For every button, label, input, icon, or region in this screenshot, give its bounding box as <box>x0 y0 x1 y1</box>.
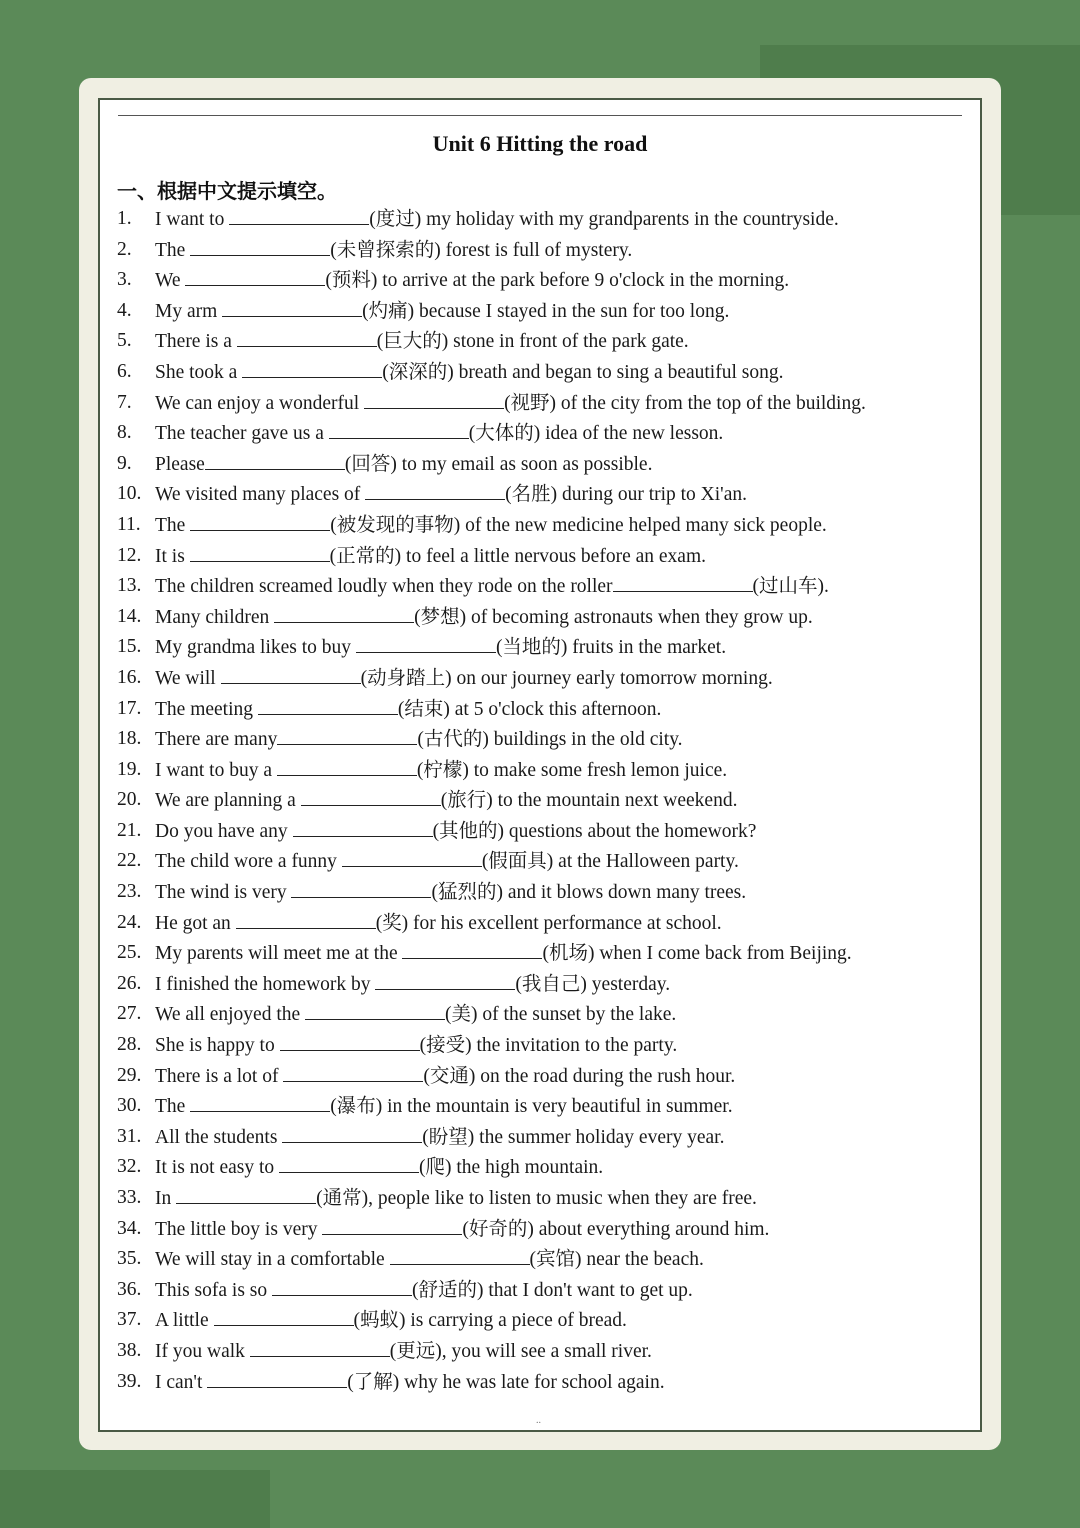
question-item <box>117 1336 957 1367</box>
answer-blank[interactable] <box>258 694 398 715</box>
question-text <box>155 1122 724 1153</box>
question-item <box>117 1305 957 1336</box>
question-suffix: (通常), people like to listen to music when they are free. <box>316 1188 757 1209</box>
question-item <box>117 1244 957 1275</box>
answer-blank[interactable] <box>176 1183 316 1204</box>
question-suffix: (假面具) at the Halloween party. <box>481 851 739 873</box>
question-prefix: Many children <box>155 606 275 628</box>
question-item <box>117 235 957 266</box>
answer-blank[interactable] <box>364 388 504 409</box>
question-prefix: All the students <box>155 1126 283 1148</box>
question-prefix: My parents will meet me at the <box>155 943 403 965</box>
answer-blank[interactable] <box>236 908 376 929</box>
question-number: 7. <box>117 391 132 413</box>
question-text <box>155 1152 603 1183</box>
worksheet <box>98 98 982 1432</box>
question-number: 35. <box>117 1248 142 1270</box>
question-text <box>155 296 729 327</box>
question-number: 34. <box>117 1217 142 1239</box>
question-text <box>155 755 727 786</box>
question-item <box>117 969 957 1000</box>
answer-blank[interactable] <box>190 510 330 531</box>
question-item <box>117 846 957 877</box>
question-suffix: (预料) to arrive at the park before 9 o'clock in the morning. <box>325 270 790 292</box>
question-number: 19. <box>117 758 142 780</box>
question-number: 28. <box>117 1034 142 1056</box>
question-item <box>117 265 957 296</box>
question-prefix: The children screamed loudly when they rode on the roller <box>155 576 613 598</box>
question-number: 29. <box>117 1064 142 1086</box>
question-item <box>117 602 957 633</box>
question-number: 38. <box>117 1339 142 1361</box>
question-text <box>155 1336 652 1367</box>
answer-blank[interactable] <box>214 1305 354 1326</box>
question-prefix: We visited many places of <box>155 484 366 506</box>
question-suffix: (柠檬) to make some fresh lemon juice. <box>416 759 728 781</box>
question-prefix: We are planning a <box>155 790 301 812</box>
question-suffix: (机场) when I come back from Beijing. <box>542 943 852 965</box>
question-suffix: (舒适的) that I don't want to get up. <box>412 1279 693 1301</box>
question-number: 30. <box>117 1095 142 1117</box>
question-suffix: (古代的) buildings in the old city. <box>417 729 683 751</box>
question-number: 18. <box>117 728 142 750</box>
question-text <box>155 479 747 510</box>
question-text <box>155 1061 735 1092</box>
answer-blank[interactable] <box>279 1152 419 1173</box>
question-number: 36. <box>117 1278 142 1300</box>
question-text <box>155 1183 757 1214</box>
question-item <box>117 449 957 480</box>
question-suffix: (接受) the invitation to the party. <box>419 1035 678 1057</box>
question-item <box>117 816 957 847</box>
question-prefix: It is <box>155 545 190 567</box>
question-text <box>155 541 706 572</box>
question-item <box>117 663 957 694</box>
question-item <box>117 877 957 908</box>
question-prefix: A little <box>155 1310 214 1332</box>
question-prefix: This sofa is so <box>155 1279 272 1301</box>
background-block <box>0 1470 270 1528</box>
question-prefix: The <box>155 1096 191 1118</box>
question-item <box>117 724 957 755</box>
question-number: 13. <box>117 575 142 597</box>
answer-blank[interactable] <box>222 296 362 317</box>
question-suffix: (动身踏上) on our journey early tomorrow morning. <box>360 667 773 689</box>
question-number: 22. <box>117 850 142 872</box>
question-number: 17. <box>117 697 142 719</box>
question-text <box>155 694 661 725</box>
question-prefix: In <box>155 1188 177 1209</box>
question-item <box>117 1183 957 1214</box>
question-number: 31. <box>117 1125 142 1147</box>
question-prefix: We will <box>155 667 221 689</box>
question-prefix: The meeting <box>155 698 258 720</box>
question-text <box>155 1244 704 1275</box>
question-number: 23. <box>117 881 142 903</box>
question-item <box>117 296 957 327</box>
question-text <box>155 1214 769 1245</box>
question-text <box>155 357 783 388</box>
question-suffix: (结束) at 5 o'clock this afternoon. <box>397 698 662 720</box>
answer-blank[interactable] <box>250 1336 390 1357</box>
question-text <box>155 938 852 969</box>
question-suffix: (美) of the sunset by the lake. <box>445 1004 677 1026</box>
question-prefix: We <box>155 270 186 292</box>
answer-blank[interactable] <box>185 265 325 286</box>
question-text <box>155 877 746 908</box>
question-suffix: (梦想) of becoming astronauts when they grow up. <box>414 606 813 628</box>
answer-blank[interactable] <box>229 204 369 225</box>
question-prefix: We can enjoy a wonderful <box>155 392 365 414</box>
question-suffix: (未曾探索的) forest is full of mystery. <box>330 239 633 261</box>
question-text <box>155 724 683 755</box>
question-text <box>155 388 866 419</box>
question-number: 37. <box>117 1309 142 1331</box>
question-suffix: (名胜) during our trip to Xi'an. <box>505 484 747 506</box>
question-suffix: (瀑布) in the mountain is very beautiful in summer. <box>330 1096 733 1118</box>
question-suffix: (正常的) to feel a little nervous before an exam. <box>329 545 706 567</box>
answer-blank[interactable] <box>272 1275 412 1296</box>
answer-blank[interactable] <box>277 724 417 745</box>
question-text <box>155 785 737 816</box>
question-suffix: (奖) for his excellent performance at school. <box>375 912 722 934</box>
question-item <box>117 388 957 419</box>
question-item <box>117 510 957 541</box>
question-item <box>117 694 957 725</box>
question-item <box>117 632 957 663</box>
answer-blank[interactable] <box>277 755 417 776</box>
question-text <box>155 571 829 602</box>
question-suffix: (视野) of the city from the top of the building. <box>504 392 866 414</box>
answer-blank[interactable] <box>293 816 433 837</box>
question-item <box>117 418 957 449</box>
question-text <box>155 663 773 694</box>
question-prefix: The <box>155 239 191 261</box>
question-item <box>117 1214 957 1245</box>
question-prefix: The child wore a funny <box>155 851 342 873</box>
question-suffix: (蚂蚁) is carrying a piece of bread. <box>353 1310 627 1332</box>
question-item <box>117 1030 957 1061</box>
question-prefix: I finished the homework by <box>155 973 376 995</box>
question-item <box>117 1091 957 1122</box>
question-text <box>155 846 739 877</box>
answer-blank[interactable] <box>329 418 469 439</box>
question-text <box>155 1091 733 1122</box>
question-prefix: Please <box>155 453 205 475</box>
question-number: 8. <box>117 422 132 444</box>
question-prefix: I want to buy a <box>155 759 277 781</box>
section-heading: 一、根据中文提示填空。 <box>117 179 337 203</box>
question-text <box>155 816 756 847</box>
question-number: 21. <box>117 819 142 841</box>
question-prefix: The little boy is very <box>155 1218 323 1240</box>
question-item <box>117 785 957 816</box>
question-suffix: (被发现的事物) of the new medicine helped many sick people. <box>330 514 827 536</box>
question-item <box>117 571 957 602</box>
question-text <box>155 1367 665 1398</box>
answer-blank[interactable] <box>190 541 330 562</box>
question-suffix: (旅行) to the mountain next weekend. <box>440 790 738 812</box>
question-list <box>117 204 957 1397</box>
answer-blank[interactable] <box>274 602 414 623</box>
question-prefix: The wind is very <box>155 882 292 904</box>
question-item <box>117 1275 957 1306</box>
question-suffix: (盼望) the summer holiday every year. <box>422 1126 725 1148</box>
question-number: 26. <box>117 972 142 994</box>
answer-blank[interactable] <box>205 449 345 470</box>
worksheet-title: Unit 6 Hitting the road <box>432 131 648 156</box>
question-text <box>155 204 839 235</box>
question-number: 25. <box>117 942 142 964</box>
question-number: 15. <box>117 636 142 658</box>
question-text <box>155 999 676 1030</box>
question-number: 1. <box>117 208 132 229</box>
question-suffix: (其他的) questions about the homework? <box>432 820 757 842</box>
answer-blank[interactable] <box>301 785 441 806</box>
question-number: 4. <box>117 299 132 321</box>
question-suffix: (了解) why he was late for school again. <box>347 1371 665 1393</box>
question-text <box>155 632 726 663</box>
question-text <box>155 235 632 266</box>
question-suffix: (度过) my holiday with my grandparents in the countryside. <box>369 209 839 230</box>
question-suffix: (回答) to my email as soon as possible. <box>344 453 653 475</box>
question-text <box>155 449 652 480</box>
answer-blank[interactable] <box>190 235 330 256</box>
answer-blank[interactable] <box>291 877 431 898</box>
answer-blank[interactable] <box>342 846 482 867</box>
question-item <box>117 999 957 1030</box>
question-item <box>117 1367 957 1398</box>
question-item <box>117 479 957 510</box>
question-prefix: If you walk <box>155 1340 250 1362</box>
question-item <box>117 541 957 572</box>
answer-blank[interactable] <box>375 969 515 990</box>
question-number: 10. <box>117 483 142 505</box>
answer-blank[interactable] <box>221 663 361 684</box>
question-number: 14. <box>117 605 142 627</box>
question-item <box>117 938 957 969</box>
question-number: 9. <box>117 452 132 474</box>
answer-blank[interactable] <box>280 1030 420 1051</box>
question-prefix: It is not easy to <box>155 1157 280 1179</box>
question-number: 20. <box>117 789 142 811</box>
question-prefix: She took a <box>155 361 243 383</box>
question-prefix: My arm <box>155 300 223 322</box>
question-suffix: (巨大的) stone in front of the park gate. <box>376 331 689 353</box>
question-suffix: (我自己) yesterday. <box>515 973 671 995</box>
question-prefix: We will stay in a comfortable <box>155 1249 390 1271</box>
question-prefix: There is a lot of <box>155 1065 284 1087</box>
top-rule <box>118 115 962 116</box>
question-item <box>117 1061 957 1092</box>
answer-blank[interactable] <box>190 1091 330 1112</box>
question-text <box>155 1305 627 1336</box>
question-prefix: I can't <box>155 1371 208 1393</box>
question-text <box>155 265 789 296</box>
question-suffix: (爬) the high mountain. <box>419 1157 604 1179</box>
question-number: 12. <box>117 544 142 566</box>
question-item <box>117 1122 957 1153</box>
question-item <box>117 908 957 939</box>
question-suffix: (灼痛) because I stayed in the sun for too long. <box>362 300 730 322</box>
question-number: 33. <box>117 1187 142 1208</box>
question-text <box>155 969 670 1000</box>
question-text <box>155 326 689 357</box>
question-number: 32. <box>117 1156 142 1178</box>
question-number: 3. <box>117 269 132 291</box>
answer-blank[interactable] <box>402 938 542 959</box>
page-mark: .. <box>536 1415 541 1426</box>
answer-blank[interactable] <box>356 632 496 653</box>
question-number: 27. <box>117 1003 142 1025</box>
question-prefix: He got an <box>155 912 236 934</box>
question-text <box>155 510 827 541</box>
question-text <box>155 602 813 633</box>
question-suffix: (猛烈的) and it blows down many trees. <box>431 882 747 904</box>
question-item <box>117 204 957 235</box>
question-suffix: (宾馆) near the beach. <box>529 1249 704 1271</box>
question-number: 11. <box>117 513 141 535</box>
answer-blank[interactable] <box>613 571 753 592</box>
question-text <box>155 1030 677 1061</box>
question-number: 39. <box>117 1370 142 1392</box>
answer-blank[interactable] <box>237 326 377 347</box>
question-prefix: Do you have any <box>155 820 293 842</box>
question-prefix: I want to <box>155 209 230 230</box>
answer-blank[interactable] <box>305 999 445 1020</box>
question-prefix: The <box>155 514 191 536</box>
question-prefix: The teacher gave us a <box>155 423 329 445</box>
question-text <box>155 1275 693 1306</box>
question-prefix: She is happy to <box>155 1035 280 1057</box>
question-suffix: (大体的) idea of the new lesson. <box>468 423 724 445</box>
question-number: 24. <box>117 911 142 933</box>
question-number: 5. <box>117 330 132 352</box>
answer-blank[interactable] <box>365 479 505 500</box>
answer-blank[interactable] <box>207 1367 347 1388</box>
question-suffix: (好奇的) about everything around him. <box>462 1218 770 1240</box>
answer-blank[interactable] <box>390 1244 530 1265</box>
question-number: 16. <box>117 666 142 688</box>
answer-blank[interactable] <box>242 357 382 378</box>
question-suffix: (过山车). <box>752 576 829 598</box>
answer-blank[interactable] <box>283 1061 423 1082</box>
question-item <box>117 1152 957 1183</box>
question-item <box>117 326 957 357</box>
question-item <box>117 357 957 388</box>
question-prefix: There is a <box>155 331 237 353</box>
question-number: 2. <box>117 238 132 260</box>
question-suffix: (深深的) breath and began to sing a beautiful song. <box>382 361 784 383</box>
question-suffix: (交通) on the road during the rush hour. <box>423 1065 736 1087</box>
question-number: 6. <box>117 360 132 382</box>
question-prefix: We all enjoyed the <box>155 1004 306 1026</box>
question-prefix: There are many <box>155 729 278 751</box>
question-item <box>117 755 957 786</box>
question-suffix: (当地的) fruits in the market. <box>495 637 727 659</box>
question-prefix: My grandma likes to buy <box>155 637 356 659</box>
question-suffix: (更远), you will see a small river. <box>389 1340 652 1362</box>
question-text <box>155 418 723 449</box>
question-text <box>155 908 722 939</box>
answer-blank[interactable] <box>282 1122 422 1143</box>
answer-blank[interactable] <box>322 1214 462 1235</box>
